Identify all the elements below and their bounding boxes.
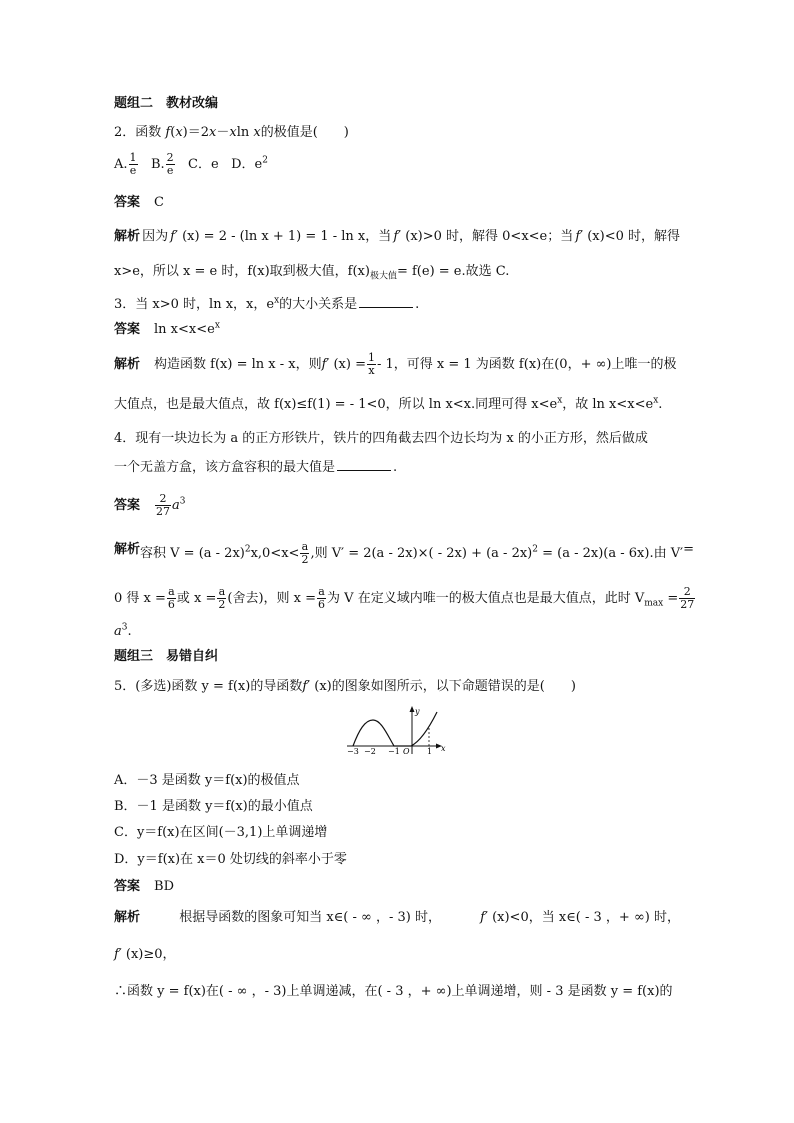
label-x: x bbox=[441, 744, 446, 753]
label-neg2: −2 bbox=[364, 747, 376, 756]
q2-option-d: D．$e^2$ bbox=[231, 155, 268, 172]
q4-analysis-line3: $a^3$. bbox=[114, 622, 132, 639]
q5-option-a: A．－3 是函数 y＝f(x)的极值点 bbox=[114, 773, 300, 788]
q5-option-c: C．y＝f(x)在区间(－3,1)上单调递增 bbox=[114, 825, 328, 840]
q4-analysis-line2: 0 得 x = $\frac{a}{6}$ 或 x = $\frac{a}{2}$ (舍去)，则 x = $\frac{a}{6}$ 为 V 在定义域内唯一的极大值点也是最大值点，此时 $V_{max}$ = $\frac{2}{27}$ bbox=[114, 585, 695, 611]
q5-stem: 5．(多选)函数 y = f(x)的导函数f′ (x)的图象如图所示，以下命题错误的是( ) bbox=[114, 679, 576, 694]
q2-analysis-line1: 解析 因为 f′ (x) = 2 - (ln x + 1) = 1 - ln x，当 f′ (x)>0 时，解得 0<x<e；当 f′ (x)<0 时，解得 bbox=[114, 229, 680, 244]
label-neg3: −3 bbox=[347, 747, 359, 756]
group2-title: 题组二 教材改编 bbox=[114, 96, 219, 111]
q2-analysis-line2: x>e，所以 x = e 时，f(x)取到极大值，$f(x)_{极大值}= f(e) = e$.故选 C. bbox=[114, 264, 510, 282]
q3-answer-blank bbox=[359, 295, 413, 308]
group3-title: 题组三 易错自纠 bbox=[114, 649, 219, 664]
q2-options bbox=[114, 152, 268, 177]
q4-analysis-line1: 解析 容积 V = (a - 2x)$^2$x,0<x< $\frac{a}{2}$ ,则 V′ = 2(a - 2x)×( - 2x) + (a - 2x)$^2$ = (a - 2x)(a - 6x).由 V′ = bbox=[114, 540, 694, 566]
q2-option-a: A. $\frac{1}{e}$ bbox=[114, 151, 137, 177]
label-origin: O bbox=[403, 747, 410, 756]
q3-stem: 3．当 x>0 时，ln x，x，$e^x$的大小关系是 . bbox=[114, 295, 420, 312]
q5-analysis-line2: f′ (x)≥0， bbox=[114, 947, 176, 962]
q3-answer: 答案 $\ln x<x<e^x$ bbox=[114, 320, 220, 337]
y-axis-arrow bbox=[410, 706, 415, 712]
q3-analysis-line1: 解析 构造函数 f(x) = ln x - x，则f′ (x) = $\frac{1}{x}$ - 1，可得 x = 1 为函数 f(x)在(0，+ ∞)上唯一的极 bbox=[114, 351, 677, 377]
q2-option-b: B. $\frac{2}{e}$ bbox=[150, 151, 174, 177]
label-neg1: −1 bbox=[388, 747, 400, 756]
q2-answer: 答案 C bbox=[114, 195, 164, 210]
q4-stem-line1: 4．现有一块边长为 a 的正方形铁片，铁片的四角截去四个边长均为 x 的小正方形，然后做成 bbox=[114, 431, 648, 446]
derivative-curve bbox=[353, 712, 437, 746]
q3-analysis-line2: 大值点，也是最大值点，故 f(x)≤f(1) = - 1<0，所以 ln x<x.同理可得 $x<e^x$，故 $\ln x<x<e^x$. bbox=[114, 395, 663, 412]
q5-analysis-line1: 解析 根据导函数的图象可知当 x∈( - ∞ ，- 3) 时， f′ (x)<0，当 x∈( - 3 ，+ ∞) 时， bbox=[114, 910, 680, 925]
derivative-graph bbox=[345, 704, 450, 756]
label-one: 1 bbox=[427, 747, 433, 756]
q2-stem: 2．函数 f(x)＝2x－xln x的极值是( ) bbox=[114, 125, 349, 140]
q4-stem-line2: 一个无盖方盒，该方盒容积的最大值是 . bbox=[114, 460, 398, 475]
q4-answer: 答案 $\frac{2}{27}$ $a^3$ bbox=[114, 492, 186, 518]
label-y: y bbox=[415, 707, 420, 716]
q5-answer: 答案 BD bbox=[114, 879, 174, 894]
q5-analysis-line3: ∴函数 y = f(x)在( - ∞ ，- 3)上单调递减，在( - 3 ，+ ∞)上单调递增，则 - 3 是函数 y = f(x)的 bbox=[114, 984, 673, 999]
q5-option-b: B．－1 是函数 y＝f(x)的最小值点 bbox=[114, 799, 313, 814]
q2-option-c: C．e bbox=[188, 157, 219, 172]
q4-answer-blank bbox=[337, 458, 391, 471]
q5-option-d: D．y＝f(x)在 x＝0 处切线的斜率小于零 bbox=[114, 852, 347, 867]
